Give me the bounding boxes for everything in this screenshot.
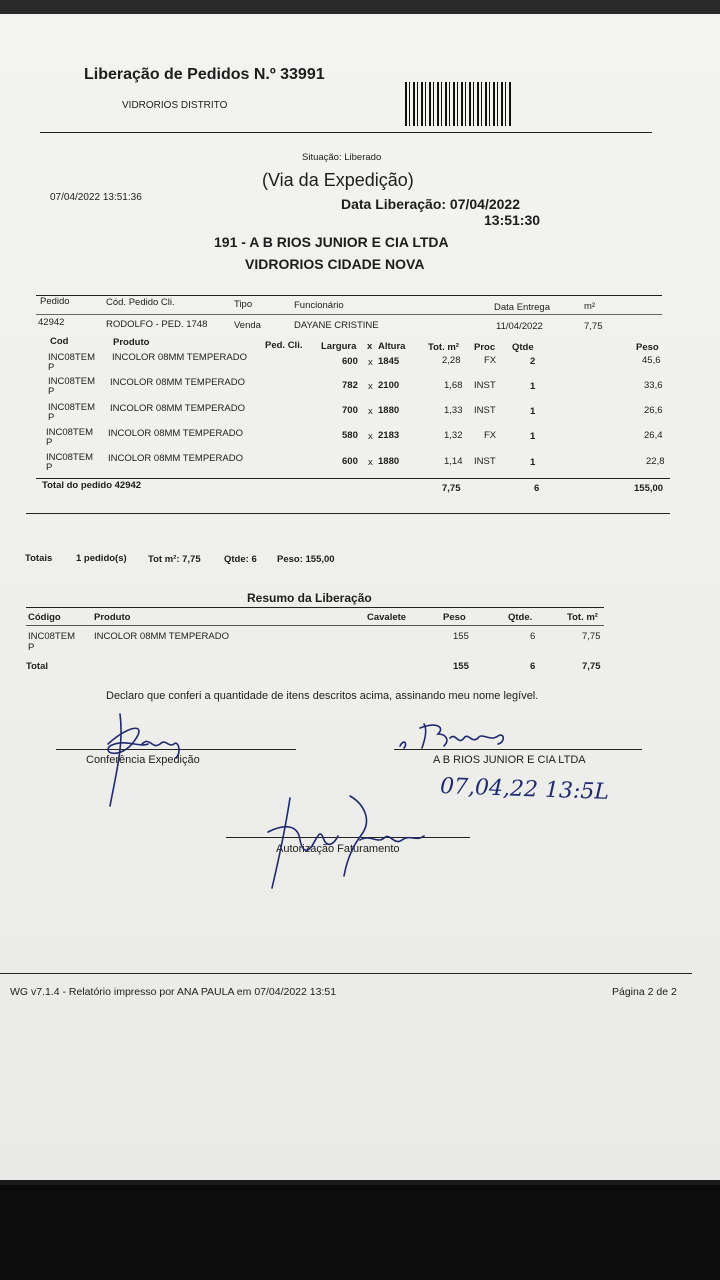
background-bottom bbox=[0, 1185, 720, 1280]
footer-page-number: Página 2 de 2 bbox=[612, 986, 677, 998]
signature-faturamento-drawing bbox=[260, 784, 430, 894]
item-cod: INC08TEM bbox=[48, 402, 95, 413]
totals-qtde: Qtde: 6 bbox=[224, 554, 257, 565]
item-x: x bbox=[368, 381, 373, 392]
footer-report-info: WG v7.1.4 - Relatório impresso por ANA PAULA em 07/04/2022 13:51 bbox=[10, 986, 337, 998]
item-altura: 1880 bbox=[378, 405, 400, 416]
item-cod-suffix: P bbox=[48, 386, 55, 397]
items-col-peso: Peso bbox=[636, 342, 659, 353]
item-altura: 2100 bbox=[378, 380, 400, 391]
summary-tot: 7,75 bbox=[582, 631, 601, 642]
item-peso: 45,6 bbox=[642, 355, 661, 366]
divider bbox=[36, 295, 662, 296]
status-text: Situação: Liberado bbox=[302, 152, 382, 163]
col-cod-cli: Cód. Pedido Cli. bbox=[106, 297, 175, 308]
item-proc: INST bbox=[474, 456, 496, 467]
item-cod-suffix: P bbox=[46, 462, 53, 473]
divider bbox=[26, 513, 670, 514]
summary-codigo-suffix: P bbox=[28, 642, 35, 653]
item-tot-m2: 1,68 bbox=[444, 380, 463, 391]
order-delivery-date: 11/04/2022 bbox=[496, 321, 543, 332]
item-largura: 700 bbox=[342, 405, 358, 416]
item-peso: 26,6 bbox=[644, 405, 663, 416]
signature-expedicao-drawing bbox=[90, 704, 200, 814]
item-proc: FX bbox=[484, 430, 497, 441]
col-m2: m² bbox=[584, 301, 596, 312]
summary-col-produto: Produto bbox=[94, 612, 131, 623]
summary-produto: INCOLOR 08MM TEMPERADO bbox=[94, 631, 229, 642]
item-proc: INST bbox=[474, 405, 496, 416]
signature-label-faturamento: Autorização Faturamento bbox=[276, 843, 400, 855]
order-total-label: Total do pedido 42942 bbox=[42, 480, 142, 491]
declaration-text: Declaro que conferi a quantidade de itens descritos acima, assinando meu nome legível. bbox=[106, 690, 539, 702]
order-total-m2: 7,75 bbox=[442, 483, 461, 494]
footer-divider bbox=[0, 973, 692, 974]
item-cod-suffix: P bbox=[48, 412, 55, 423]
divider bbox=[26, 625, 604, 626]
signature-label-expedicao: Conferência Expedição bbox=[86, 754, 200, 766]
item-cod: INC08TEM bbox=[48, 376, 95, 387]
order-type: Venda bbox=[234, 320, 261, 331]
item-cod: INC08TEM bbox=[46, 452, 93, 463]
item-x: x bbox=[368, 431, 373, 442]
items-col-largura: Largura bbox=[321, 341, 357, 352]
item-cod: INC08TEM bbox=[48, 352, 95, 363]
barcode bbox=[405, 82, 511, 126]
summary-total-peso: 155 bbox=[453, 661, 469, 672]
item-largura: 600 bbox=[342, 456, 358, 467]
items-col-ped-cli: Ped. Cli. bbox=[265, 340, 303, 351]
item-peso: 22,8 bbox=[646, 456, 665, 467]
item-peso: 33,6 bbox=[644, 380, 663, 391]
items-col-tot-m2: Tot. m² bbox=[428, 342, 459, 353]
printed-at: 07/04/2022 13:51:36 bbox=[50, 192, 142, 203]
summary-total-qtde: 6 bbox=[530, 661, 536, 672]
items-col-produto: Produto bbox=[113, 337, 150, 348]
col-funcionario: Funcionário bbox=[294, 300, 344, 311]
item-tot-m2: 1,14 bbox=[444, 456, 463, 467]
summary-peso: 155 bbox=[453, 631, 469, 642]
col-tipo: Tipo bbox=[234, 299, 253, 310]
item-qtde: 1 bbox=[530, 406, 536, 417]
items-col-cod: Cod bbox=[50, 336, 69, 347]
item-product: INCOLOR 08MM TEMPERADO bbox=[108, 428, 243, 439]
col-pedido: Pedido bbox=[40, 296, 70, 307]
copy-label: (Via da Expedição) bbox=[262, 170, 414, 190]
summary-col-tot: Tot. m² bbox=[567, 612, 598, 623]
divider bbox=[26, 607, 604, 608]
client-line: 191 - A B RIOS JUNIOR E CIA LTDA bbox=[214, 234, 449, 250]
item-x: x bbox=[368, 357, 373, 368]
item-qtde: 1 bbox=[530, 457, 536, 468]
summary-codigo: INC08TEM bbox=[28, 631, 75, 642]
order-number: 42942 bbox=[38, 317, 65, 328]
item-product: INCOLOR 08MM TEMPERADO bbox=[110, 403, 245, 414]
item-largura: 600 bbox=[342, 356, 358, 367]
item-x: x bbox=[368, 406, 373, 417]
item-cod-suffix: P bbox=[48, 362, 55, 373]
item-largura: 782 bbox=[342, 380, 358, 391]
item-tot-m2: 1,33 bbox=[444, 405, 463, 416]
item-qtde: 2 bbox=[530, 356, 536, 367]
document-page bbox=[0, 14, 720, 1180]
item-altura: 1845 bbox=[378, 356, 400, 367]
items-col-qtde: Qtde bbox=[512, 342, 534, 353]
release-time: 13:51:30 bbox=[484, 212, 541, 228]
divider bbox=[36, 314, 662, 315]
totals-m2: Tot m²: 7,75 bbox=[148, 554, 201, 565]
item-x: x bbox=[368, 457, 373, 468]
order-client-code: RODOLFO - PED. 1748 bbox=[106, 319, 208, 330]
signature-client-drawing bbox=[394, 718, 514, 752]
summary-col-qtde: Qtde. bbox=[508, 612, 533, 623]
summary-col-codigo: Código bbox=[28, 612, 61, 623]
col-data-entrega: Data Entrega bbox=[494, 302, 550, 313]
handwritten-date: 07,04,22 13:5L bbox=[439, 774, 610, 805]
totals-peso: Peso: 155,00 bbox=[277, 554, 335, 565]
release-date: Data Liberação: 07/04/2022 bbox=[341, 196, 520, 212]
item-peso: 26,4 bbox=[644, 430, 663, 441]
totals-orders: 1 pedido(s) bbox=[76, 553, 127, 564]
summary-col-cavalete: Cavalete bbox=[367, 612, 407, 623]
item-altura: 2183 bbox=[378, 430, 400, 441]
divider bbox=[40, 132, 652, 133]
order-employee: DAYANE CRISTINE bbox=[294, 320, 379, 331]
items-col-x: x bbox=[367, 341, 373, 352]
item-altura: 1880 bbox=[378, 456, 400, 467]
order-total-peso: 155,00 bbox=[634, 483, 664, 494]
document-title: Liberação de Pedidos N.º 33991 bbox=[84, 66, 325, 83]
items-col-altura: Altura bbox=[378, 341, 406, 352]
branch-name: VIDRORIOS CIDADE NOVA bbox=[245, 256, 425, 272]
item-qtde: 1 bbox=[530, 381, 536, 392]
summary-col-peso: Peso bbox=[443, 612, 466, 623]
divider bbox=[36, 478, 670, 479]
items-col-proc: Proc bbox=[474, 342, 496, 353]
order-total-qtde: 6 bbox=[534, 483, 540, 494]
company-name: VIDRORIOS DISTRITO bbox=[122, 100, 228, 111]
signature-label-client: A B RIOS JUNIOR E CIA LTDA bbox=[433, 754, 586, 766]
item-largura: 580 bbox=[342, 430, 358, 441]
item-proc: FX bbox=[484, 355, 497, 366]
summary-total-tot: 7,75 bbox=[582, 661, 601, 672]
item-product: INCOLOR 08MM TEMPERADO bbox=[112, 352, 247, 363]
totals-label: Totais bbox=[25, 553, 53, 564]
item-cod: INC08TEM bbox=[46, 427, 93, 438]
item-tot-m2: 1,32 bbox=[444, 430, 463, 441]
item-product: INCOLOR 08MM TEMPERADO bbox=[110, 377, 245, 388]
item-product: INCOLOR 08MM TEMPERADO bbox=[108, 453, 243, 464]
summary-title: Resumo da Liberação bbox=[247, 591, 372, 605]
item-proc: INST bbox=[474, 380, 496, 391]
summary-qtde: 6 bbox=[530, 631, 536, 642]
item-tot-m2: 2,28 bbox=[442, 355, 461, 366]
item-qtde: 1 bbox=[530, 431, 536, 442]
item-cod-suffix: P bbox=[46, 437, 53, 448]
order-m2: 7,75 bbox=[584, 321, 603, 332]
summary-total-label: Total bbox=[26, 661, 48, 672]
